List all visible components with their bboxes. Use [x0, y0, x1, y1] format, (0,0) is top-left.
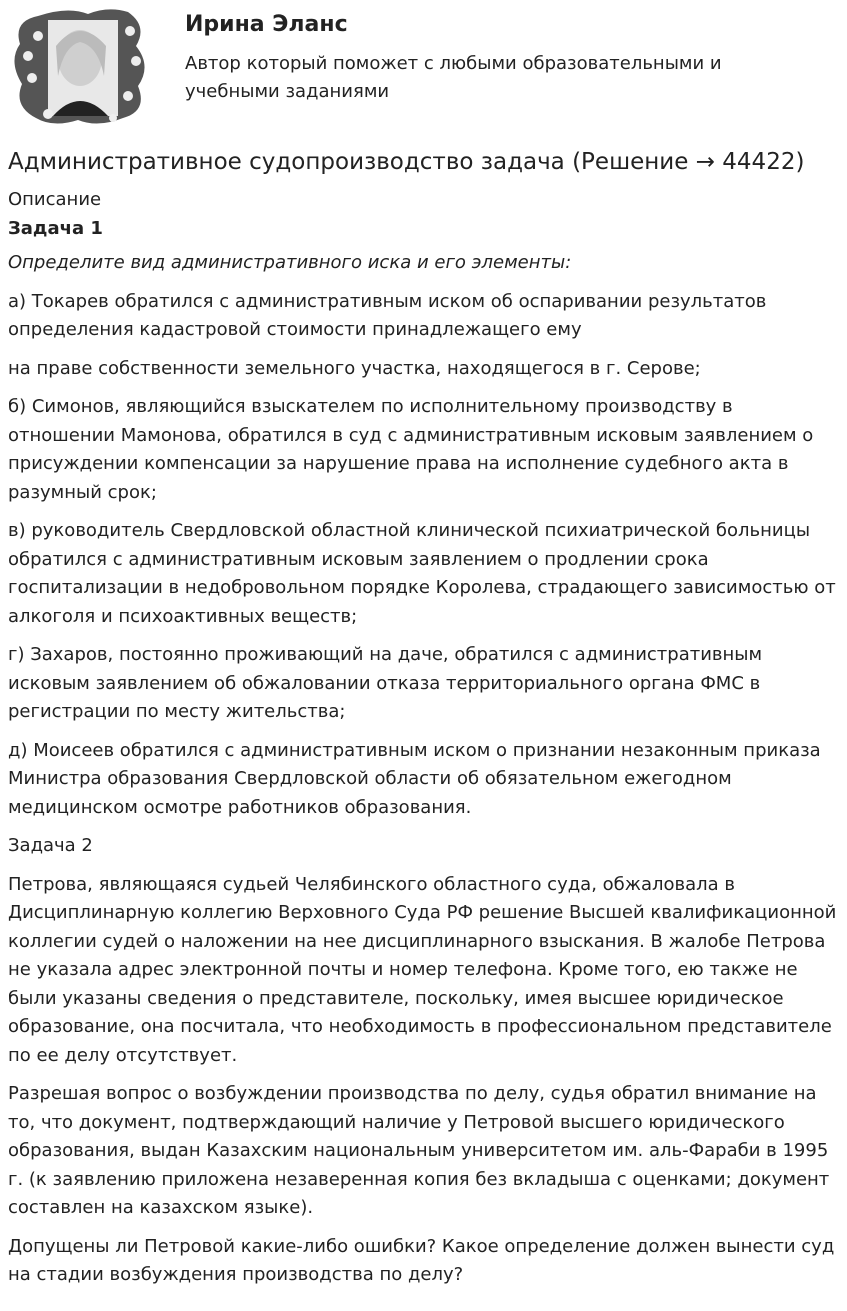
- task-content: [0, 147, 847, 1290]
- author-header: [0, 0, 847, 130]
- author-name[interactable]: Ирина Эланс: [185, 12, 348, 37]
- task1-paragraph: в) руководитель Свердловской областной клинической психиатрической больницы обратился с административным исковым заявлением о продлении срока госпитализации в недобровольном порядке Королева, страдающего зависимостью от алкоголя и психоактивных веществ;: [8, 520, 836, 627]
- task1-paragraph: а) Токарев обратился с административным иском об оспаривании результатов определения кадастровой стоимости принадлежащего ему: [8, 290, 767, 340]
- task2-paragraph: Допущены ли Петровой какие-либо ошибки? Какое определение должен вынести суд на стадии возбуждения производства по делу?: [8, 1235, 835, 1285]
- author-avatar: [8, 6, 152, 128]
- author-subtitle: Автор который поможет с любыми образовательными и учебными заданиями: [185, 53, 722, 102]
- task2-paragraph: Разрешая вопрос о возбуждении производства по делу, судья обратил внимание на то, что документ, подтверждающий наличие у Петровой высшего юридического образования, выдан Казахским национальным университетом им. аль-Фараби в 1995 г. (к заявлению приложена незаверенная копия без вкладыша с оценками; документ составлен на казахском языке).: [8, 1083, 830, 1218]
- task2-heading: Задача 2: [8, 835, 93, 856]
- description-label: Описание: [8, 189, 102, 210]
- page-title: Административное судопроизводство задача (Решение → 44422): [8, 149, 805, 175]
- task1-paragraph: б) Симонов, являющийся взыскателем по исполнительному производству в отношении Мамонова, обратился в суд с административным исковым заявлением о присуждении компенсации за нарушение права на исполнение судебного акта в разумный срок;: [8, 396, 814, 503]
- task1-heading: Задача 1: [8, 218, 103, 239]
- task2-paragraph: Петрова, являющаяся судьей Челябинского областного суда, обжаловала в Дисциплинарную коллегию Верховного Суда РФ решение Высшей квалификационной коллегии судей о наложении на нее дисциплинарного взыскания. В жалобе Петрова не указала адрес электронной почты и номер телефона. Кроме того, ею также не были указаны сведения о представителе, поскольку, имея высшее юридическое образование, она посчитала, что необходимость в профессиональном представителе по ее делу отсутствует.: [8, 873, 837, 1066]
- task1-paragraph: г) Захаров, постоянно проживающий на даче, обратился с административным исковым заявлением об обжаловании отказа территориального органа ФМС в регистрации по месту жительства;: [8, 644, 763, 722]
- task1-paragraph: д) Моисеев обратился с административным иском о признании незаконным приказа Министра образования Свердловской области об обязательном ежегодном медицинском осмотре работников образования.: [8, 739, 821, 818]
- task1-intro: Определите вид административного иска и его элементы:: [8, 252, 572, 273]
- task1-paragraph: на праве собственности земельного участка, находящегося в г. Серове;: [8, 357, 701, 379]
